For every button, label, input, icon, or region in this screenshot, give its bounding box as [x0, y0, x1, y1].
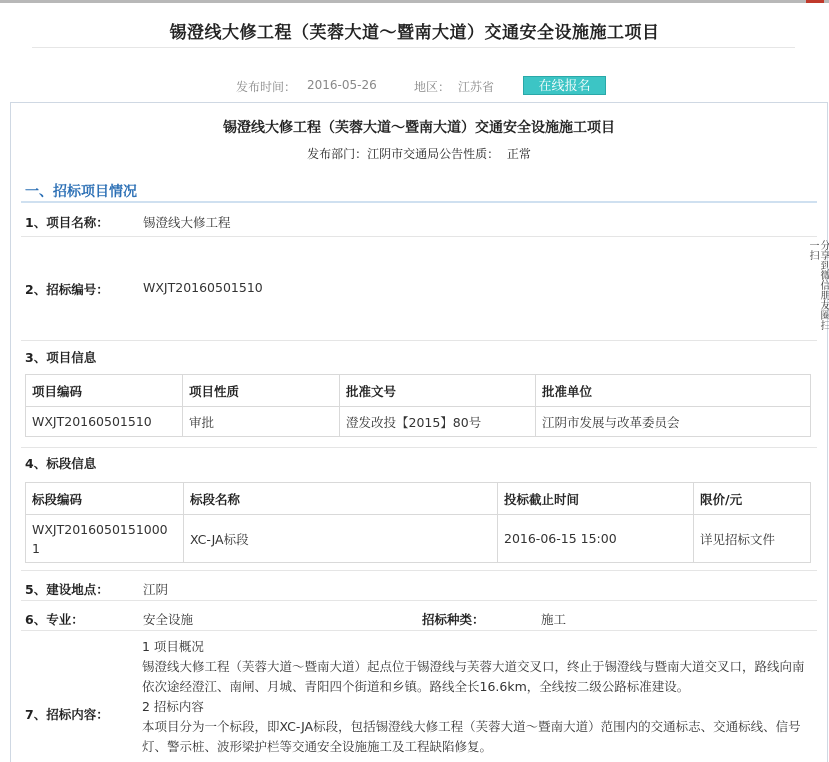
row-divider	[21, 236, 817, 237]
top-accent-mark	[806, 0, 824, 3]
table-header-cell: 批准单位	[536, 375, 811, 407]
dept-value: 江阴市交通局	[367, 147, 440, 161]
publish-time-label: 发布时间：	[236, 80, 297, 94]
table-header-row	[26, 375, 811, 407]
tender-type-label: 招标种类：	[422, 612, 485, 627]
table-cell: 江阴市发展与改革委员会	[536, 407, 811, 437]
table-cell: 2016-06-15 15:00	[498, 515, 694, 563]
region-label: 地区：	[414, 80, 451, 94]
table-cell: 澄发改投【2015】80号	[340, 407, 536, 437]
table-cell: 详见招标文件	[694, 515, 811, 563]
location-label: 5、建设地点：	[25, 582, 109, 597]
dept-label: 发布部门：	[307, 147, 368, 161]
project-info-label: 3、项目信息	[25, 350, 97, 365]
section-info-label: 4、标段信息	[25, 456, 97, 471]
table-header-cell: 标段名称	[184, 483, 498, 515]
project-info-table	[25, 374, 811, 437]
share-side-tab[interactable]: 分享到微信朋友圈扫一扫	[807, 240, 829, 330]
row-divider	[21, 340, 817, 341]
section-heading: 一、招标项目情况	[25, 184, 137, 200]
table-cell: 审批	[183, 407, 340, 437]
table-header-cell: 投标截止时间	[498, 483, 694, 515]
document-subtitle	[11, 145, 827, 162]
specialty-label: 6、专业：	[25, 612, 84, 627]
project-name-value: 锡澄线大修工程	[143, 215, 231, 230]
publish-time-value: 2016-05-26	[307, 78, 377, 92]
page-title: 锡澄线大修工程（芙蓉大道～暨南大道）交通安全设施施工项目	[169, 23, 660, 43]
table-header-cell: 项目性质	[183, 375, 340, 407]
table-header-cell: 限价/元	[694, 483, 811, 515]
nature-value: 正常	[506, 147, 531, 161]
title-divider	[32, 47, 795, 48]
table-header-row	[26, 483, 811, 515]
location-value: 江阴	[143, 582, 169, 597]
row-divider	[21, 600, 817, 601]
project-name-label: 1、项目名称：	[25, 215, 109, 230]
nature-label: 公告性质：	[439, 147, 500, 161]
region-value: 江苏省	[458, 80, 495, 94]
content-line: 1 项目概况	[142, 639, 204, 654]
top-border	[0, 0, 829, 3]
tender-no-label: 2、招标编号：	[25, 282, 109, 297]
content-label: 7、招标内容：	[25, 707, 109, 722]
content-line: 锡澄线大修工程（芙蓉大道～暨南大道）起点位于锡澄线与芙蓉大道交叉口，终止于锡澄线与暨南大道交叉口，路线向南依次途经澄江、南闸、月城、青阳四个街道和乡镇。路线全长16.6km，全线按二级公路标准建设。	[142, 659, 805, 694]
content-line: 2 招标内容	[142, 699, 204, 714]
row-divider	[21, 630, 817, 631]
table-row	[26, 515, 811, 563]
tender-type-value: 施工	[541, 612, 567, 627]
table-row	[26, 407, 811, 437]
table-cell: XC-JA标段	[184, 515, 498, 563]
meta-row	[0, 76, 829, 96]
tender-content	[142, 637, 810, 757]
table-cell: WXJT20160501510	[26, 407, 183, 437]
table-header-cell: 批准文号	[340, 375, 536, 407]
tender-no-value: WXJT20160501510	[143, 280, 263, 295]
table-header-cell: 项目编码	[26, 375, 183, 407]
table-cell: WXJT2016050151000 1	[26, 515, 184, 563]
section-info-table	[25, 482, 811, 563]
section-underline	[21, 201, 817, 203]
table-header-cell: 标段编码	[26, 483, 184, 515]
online-signup-button[interactable]: 在线报名	[523, 76, 606, 95]
specialty-value: 安全设施	[143, 612, 194, 627]
row-divider	[21, 570, 817, 571]
document-title: 锡澄线大修工程（芙蓉大道～暨南大道）交通安全设施施工项目	[223, 120, 615, 136]
content-line: 本项目分为一个标段，即XC-JA标段，包括锡澄线大修工程（芙蓉大道～暨南大道）范围内的交通标志、交通标线、信号灯、警示桩、波形梁护栏等交通安全设施施工及工程缺陷修复。	[142, 719, 801, 754]
row-divider	[21, 447, 817, 448]
